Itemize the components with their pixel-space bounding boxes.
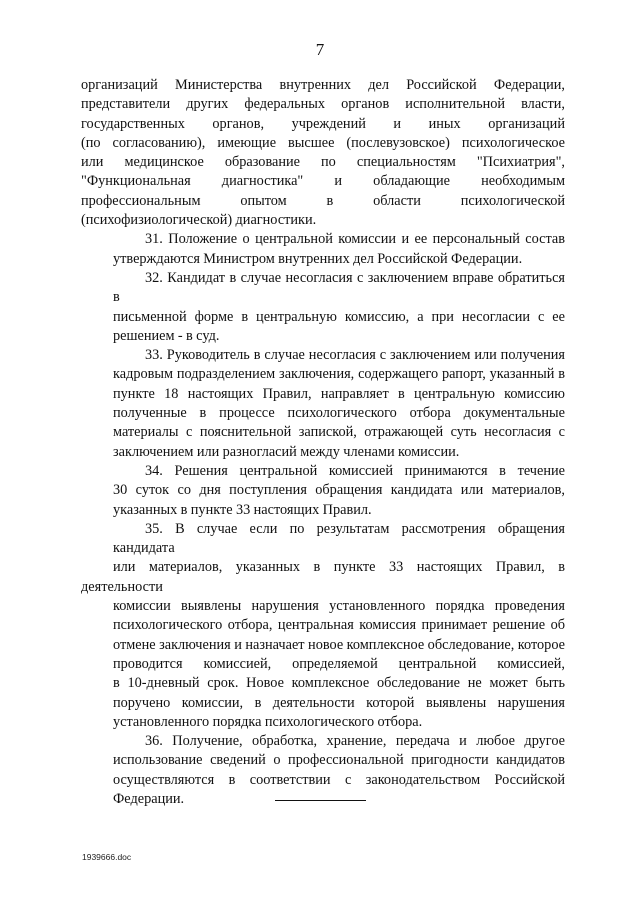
text-line: поручено комиссии, в деятельности которой выявлены нарушения (113, 694, 565, 711)
paragraph-continuation (81, 76, 565, 230)
text-line: (психофизиологической) диагностики. (81, 212, 317, 229)
text-line: Федерации. (113, 790, 185, 807)
text-line: решением - в суд. (113, 327, 220, 344)
text-line: установленного порядка психологического отбора. (113, 713, 423, 730)
text-line: проводится комиссией, определяемой центральной комиссией, (113, 655, 565, 672)
text-line: 30 суток со дня поступления обращения кандидата или материалов, (113, 482, 565, 499)
text-line: материалы с пояснительной запиской, отражающей суть несогласия с (113, 424, 565, 441)
text-line: 36. Получение, обработка, хранение, передача и любое другое (145, 733, 565, 750)
text-line: "Функциональная диагностика" и обладающие необходимым (81, 173, 565, 190)
text-line: организаций Министерства внутренних дел Российской Федерации, (81, 77, 565, 93)
paragraph-35 (81, 520, 565, 732)
text-line: профессиональным опытом в области психологической (81, 192, 565, 209)
paragraph-31 (81, 230, 565, 269)
text-line: осуществляются в соответствии с законодательством Российской (113, 771, 565, 788)
text-line: представители других федеральных органов исполнительной власти, (81, 96, 565, 113)
document-body (81, 76, 565, 809)
text-line: 32. Кандидат в случае несогласия с заключением вправе обратиться в (113, 269, 565, 306)
end-of-document-rule (275, 800, 366, 801)
text-line: пункте 18 настоящих Правил, направляет в центральную комиссию (113, 385, 565, 402)
text-line: полученные в процессе психологического отбора документальные (113, 405, 565, 422)
text-line: письменной форме в центральную комиссию, а при несогласии с ее (113, 308, 565, 325)
page-number: 7 (315, 40, 325, 59)
text-line: использование сведений о профессиональной пригодности кандидатов (113, 752, 565, 769)
text-line: 33. Руководитель в случае несогласия с заключением или получения (145, 347, 565, 364)
text-line: указанных в пункте 33 настоящих Правил. (113, 501, 372, 518)
text-line: заключением или разногласий между членами комиссии. (113, 443, 460, 460)
text-line: отмене заключения и назначает новое комплексное обследование, которое (113, 636, 565, 653)
text-line: или медицинское образование по специальностям "Психиатрия", (81, 154, 565, 171)
paragraph-36 (81, 732, 565, 809)
text-line: в 10-дневный срок. Новое комплексное обследование не может быть (113, 675, 565, 692)
paragraph-33 (81, 346, 565, 462)
text-line: 31. Положение о центральной комиссии и ее персональный состав (145, 231, 565, 248)
paragraph-32 (81, 269, 565, 346)
text-line: государственных органов, учреждений и иных организаций (81, 115, 565, 132)
text-line: комиссии выявлены нарушения установленного порядка проведения (113, 598, 565, 615)
paragraph-34 (81, 462, 565, 520)
text-line: 35. В случае если по результатам рассмотрения обращения кандидата (113, 520, 565, 557)
text-line: психологического отбора, центральная комиссия принимает решение об (113, 617, 565, 634)
file-identifier: 1939666.doc (82, 852, 132, 862)
text-line: 34. Решения центральной комиссией принимаются в течение (145, 462, 565, 479)
text-line: утверждаются Министром внутренних дел Российской Федерации. (113, 250, 523, 267)
text-line: (по согласованию), имеющие высшее (послевузовское) психологическое (81, 134, 565, 151)
text-line: или материалов, указанных в пункте 33 настоящих Правил, в деятельности (81, 559, 565, 595)
text-line: кадровым подразделением заключения, содержащего рапорт, указанный в (113, 366, 565, 383)
